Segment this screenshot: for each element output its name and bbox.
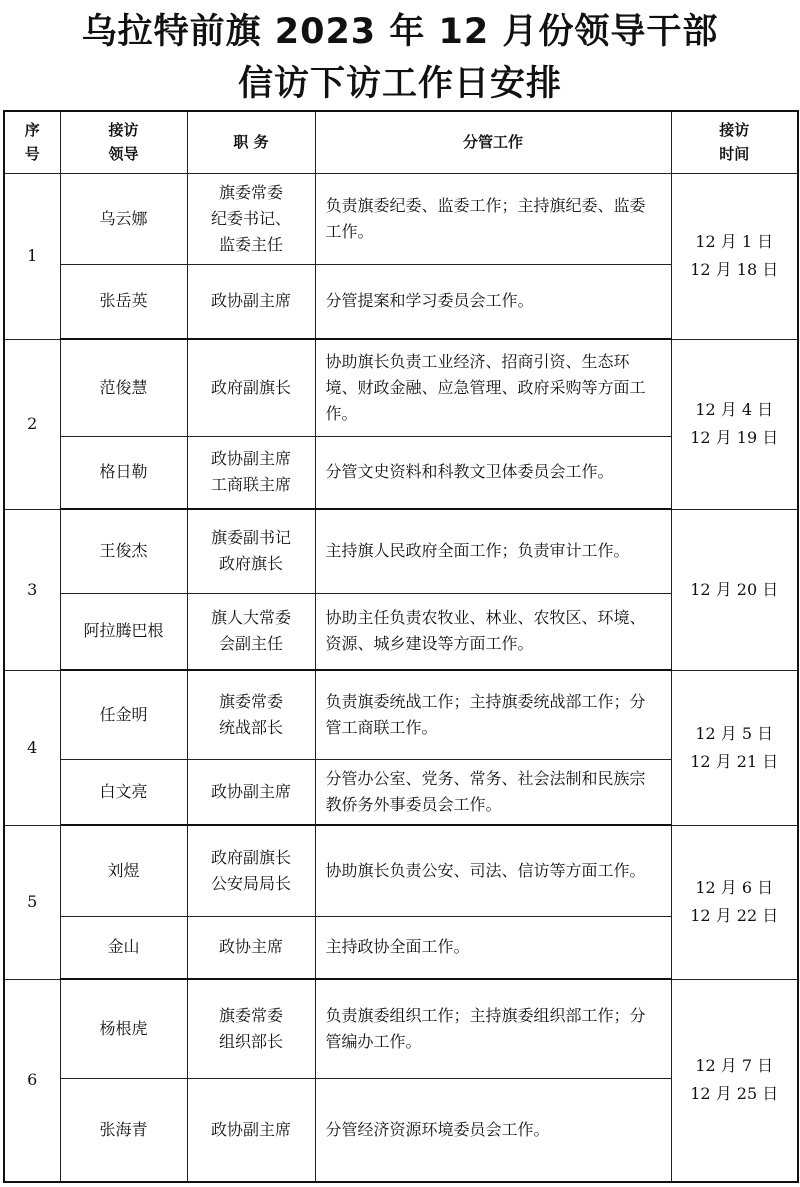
table-row [4,339,798,436]
leader-name: 张海青 [60,1078,187,1182]
table-row [4,979,798,1078]
header-index: 序 号 [4,111,60,173]
leader-name: 杨根虎 [60,979,187,1078]
leader-duty: 协助主任负责农牧业、林业、农牧区、环境、资源、城乡建设等方面工作。 [315,593,671,670]
group-index: 5 [4,825,60,979]
visit-time: 12 月 4 日 12 月 19 日 [671,339,798,509]
header-time: 接访 时间 [671,111,798,173]
leader-position: 政协副主席 工商联主席 [187,436,315,509]
document-title-line-1: 乌拉特前旗 2023 年 12 月份领导干部 [81,12,719,52]
leader-name: 白文亮 [60,759,187,825]
leader-duty: 主持政协全面工作。 [315,916,671,979]
leader-position: 政协副主席 [187,1078,315,1182]
leader-duty: 负责旗委纪委、监委工作；主持旗纪委、监委工作。 [315,173,671,264]
visit-time: 12 月 1 日 12 月 18 日 [671,173,798,339]
leader-name: 金山 [60,916,187,979]
header-duty: 分管工作 [315,111,671,173]
leader-position: 旗委常委 统战部长 [187,670,315,759]
table-row [4,670,798,759]
leader-name: 范俊慧 [60,339,187,436]
leader-position: 旗委常委 纪委书记、 监委主任 [187,173,315,264]
leader-duty: 协助旗长负责公安、司法、信访等方面工作。 [315,825,671,916]
leader-name: 刘煜 [60,825,187,916]
document-title-line-2: 信访下访工作日安排 [237,64,562,104]
leader-position: 政府副旗长 公安局局长 [187,825,315,916]
leader-position: 政协主席 [187,916,315,979]
leader-duty: 主持旗人民政府全面工作；负责审计工作。 [315,509,671,593]
visit-time: 12 月 20 日 [671,509,798,670]
group-index: 4 [4,670,60,825]
table-row [4,825,798,916]
leader-name: 格日勒 [60,436,187,509]
leader-duty: 负责旗委统战工作；主持旗委统战部工作；分管工商联工作。 [315,670,671,759]
table-header-row [4,111,798,173]
table-row [4,509,798,593]
header-position: 职 务 [187,111,315,173]
group-index: 2 [4,339,60,509]
leader-position: 政协副主席 [187,759,315,825]
leader-name: 王俊杰 [60,509,187,593]
header-leader: 接访 领导 [60,111,187,173]
leader-name: 乌云娜 [60,173,187,264]
visit-time: 12 月 6 日 12 月 22 日 [671,825,798,979]
leader-position: 旗人大常委 会副主任 [187,593,315,670]
leader-name: 阿拉腾巴根 [60,593,187,670]
group-index: 3 [4,509,60,670]
leader-position: 旗委副书记 政府旗长 [187,509,315,593]
leader-position: 政协副主席 [187,264,315,339]
leader-duty: 负责旗委组织工作；主持旗委组织部工作；分管编办工作。 [315,979,671,1078]
leader-duty: 协助旗长负责工业经济、招商引资、生态环境、财政金融、应急管理、政府采购等方面工作。 [315,339,671,436]
leader-duty: 分管办公室、党务、常务、社会法制和民族宗教侨务外事委员会工作。 [315,759,671,825]
leader-name: 张岳英 [60,264,187,339]
leader-position: 旗委常委 组织部长 [187,979,315,1078]
leader-duty: 分管经济资源环境委员会工作。 [315,1078,671,1182]
visit-time: 12 月 5 日 12 月 21 日 [671,670,798,825]
leader-duty: 分管文史资料和科教文卫体委员会工作。 [315,436,671,509]
table-row [4,173,798,264]
leader-position: 政府副旗长 [187,339,315,436]
group-index: 1 [4,173,60,339]
leader-name: 任金明 [60,670,187,759]
visit-time: 12 月 7 日 12 月 25 日 [671,979,798,1182]
group-index: 6 [4,979,60,1182]
leader-duty: 分管提案和学习委员会工作。 [315,264,671,339]
schedule-table [3,110,799,1183]
